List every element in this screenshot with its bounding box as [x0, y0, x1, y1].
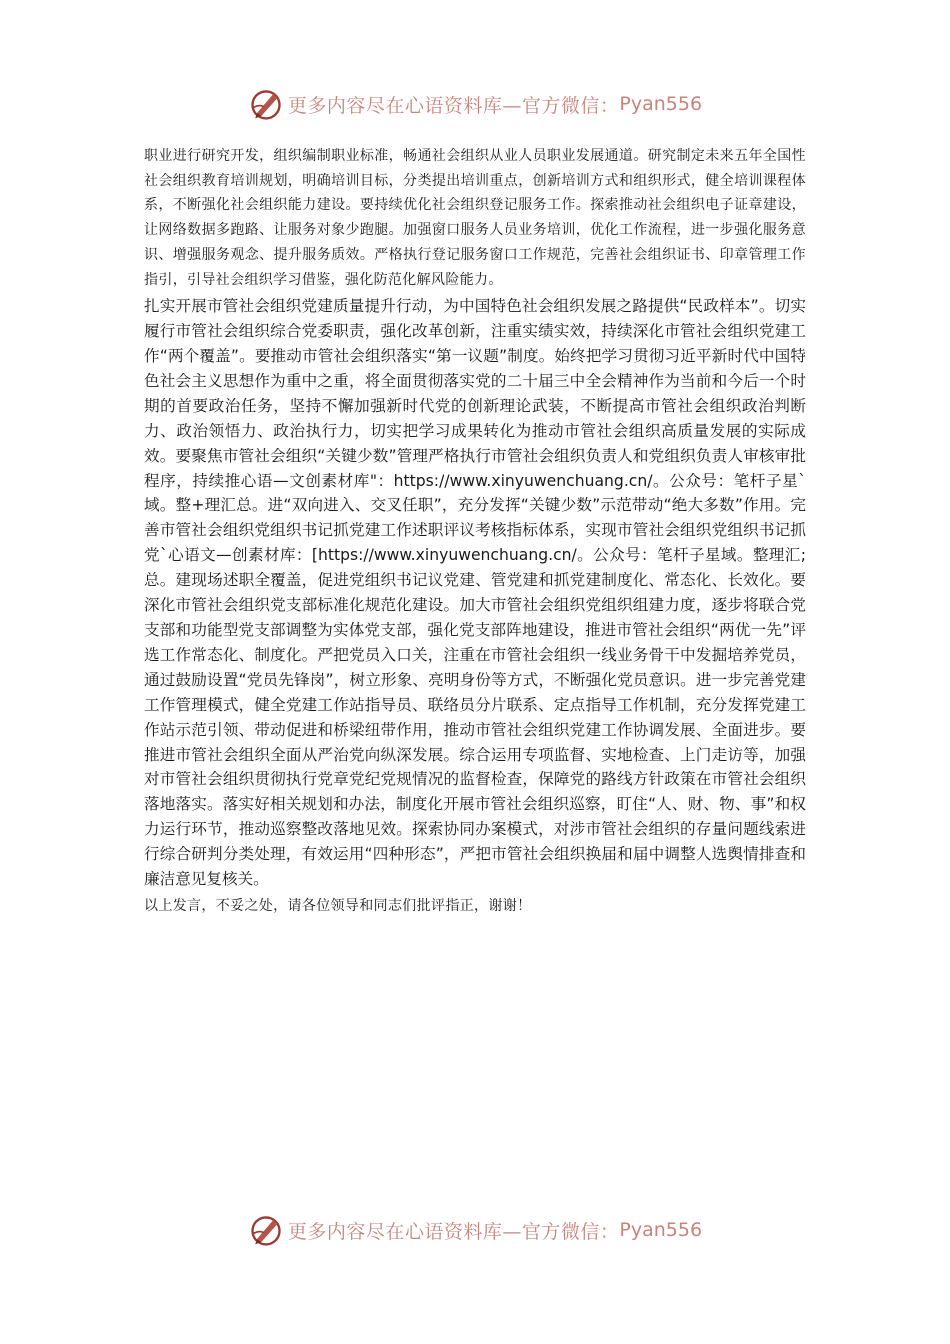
- banner-text: 更多内容尽在心语资料库—官方微信：: [287, 1220, 620, 1243]
- paragraph-1: 职业进行研究开发，组织编制职业标准，畅通社会组织从业人员职业发展通道。研究制定未来五年全国性社会组织教育培训规划，明确培训目标，分类提出培训重点，创新培训方式和组织形式，健全培训课程体系，不断强化社会组织能力建设。要持续优化社会组织登记服务工作。探索推动社会组织电子证章建设，让网络数据多跑路、让服务对象少跑腿。加强窗口服务人员业务培训，优化工作流程，进一步强化服务意识、增强服务观念、提升服务质效。严格执行登记服务窗口工作规范，完善社会组织证书、印章管理工作指引，引导社会组织学习借鉴，强化防范化解风险能力。: [144, 148, 806, 288]
- footer-banner: [0, 1210, 950, 1250]
- banner-text: 更多内容尽在心语资料库—官方微信：: [287, 94, 620, 117]
- banner-wechat-id: Pyan556: [619, 93, 703, 115]
- pen-logo-icon: [248, 86, 284, 122]
- banner-wechat-id: Pyan556: [619, 1219, 703, 1241]
- paragraph-2: 扎实开展市管社会组织党建质量提升行动，为中国特色社会组织发展之路提供“民政样本”。切实履行市管社会组织综合党委职责，强化改革创新，注重实绩实效，持续深化市管社会组织党建工作“两个覆盖”。要推动市管社会组织落实“第一议题”制度。始终把学习贯彻习近平新时代中国特色社会主义思想作为重中之重，将全面贯彻落实党的二十届三中全会精神作为当前和今后一个时期的首要政治任务，坚持不懈加强新时代党的创新理论武装，不断提高市管社会组织政治判断力、政治领悟力、政治执行力，切实把学习成果转化为推动市管社会组织高质量发展的实际成效。要聚焦市管社会组织“关键少数”管理严格执行市管社会组织负责人和党组织负责人审核审批程序，持续推心语—文创素材库"：https://www.xinyuwenchuang.cn/。公众号：笔杆子星`域。整+理汇总。进“双向进入、交叉任职”，充分发挥“关键少数”示范带动“绝大多数”作用。完善市管社会组织党组织书记抓党建工作述职评议考核指标体系，实现市管社会组织党组织书记抓党`心语文—创素材库：[https://www.xinyuwenchuang.cn/。公众号：笔杆子星域。整理汇;总。建现场述职全覆盖，促进党组织书记议党建、管党建和抓党建制度化、常态化、长效化。要深化市管社会组织党支部标准化规范化建设。加大市管社会组织党组织组建力度，逐步将联合党支部和功能型党支部调整为实体党支部，强化党支部阵地建设，推进市管社会组织“两优一先”评选工作常态化、制度化。严把党员入口关，注重在市管社会组织一线业务骨干中发掘培养党员，通过鼓励设置“党员先锋岗”，树立形象、亮明身份等方式，不断强化党员意识。进一步完善党建工作管理模式，健全党建工作站指导员、联络员分片联系、定点指导工作机制，充分发挥党建工作站示范引领、带动促进和桥梁纽带作用，推动市管社会组织党建工作协调发展、全面进步。要推进市管社会组织全面从严治党向纵深发展。综合运用专项监督、实地检查、上门走访等，加强对市管社会组织贯彻执行党章党纪党规情况的监督检查，保障党的路线方针政策在市管社会组织落地落实。落实好相关规划和办法，制度化开展市管社会组织巡察，盯住“人、财、物、事”和权力运行环节，推动巡察整改落地见效。探索协同办案模式，对涉市管社会组织的存量问题线索进行综合研判分类处理，有效运用“四种形态”，严把市管社会组织换届和届中调整人选舆情排查和廉洁意见复核关。: [144, 297, 806, 889]
- header-banner: [0, 84, 950, 124]
- document-body: [144, 144, 806, 919]
- paragraph-3: 以上发言，不妥之处，请各位领导和同志们批评指正，谢谢！: [144, 897, 532, 914]
- pen-logo-icon: [248, 1212, 284, 1248]
